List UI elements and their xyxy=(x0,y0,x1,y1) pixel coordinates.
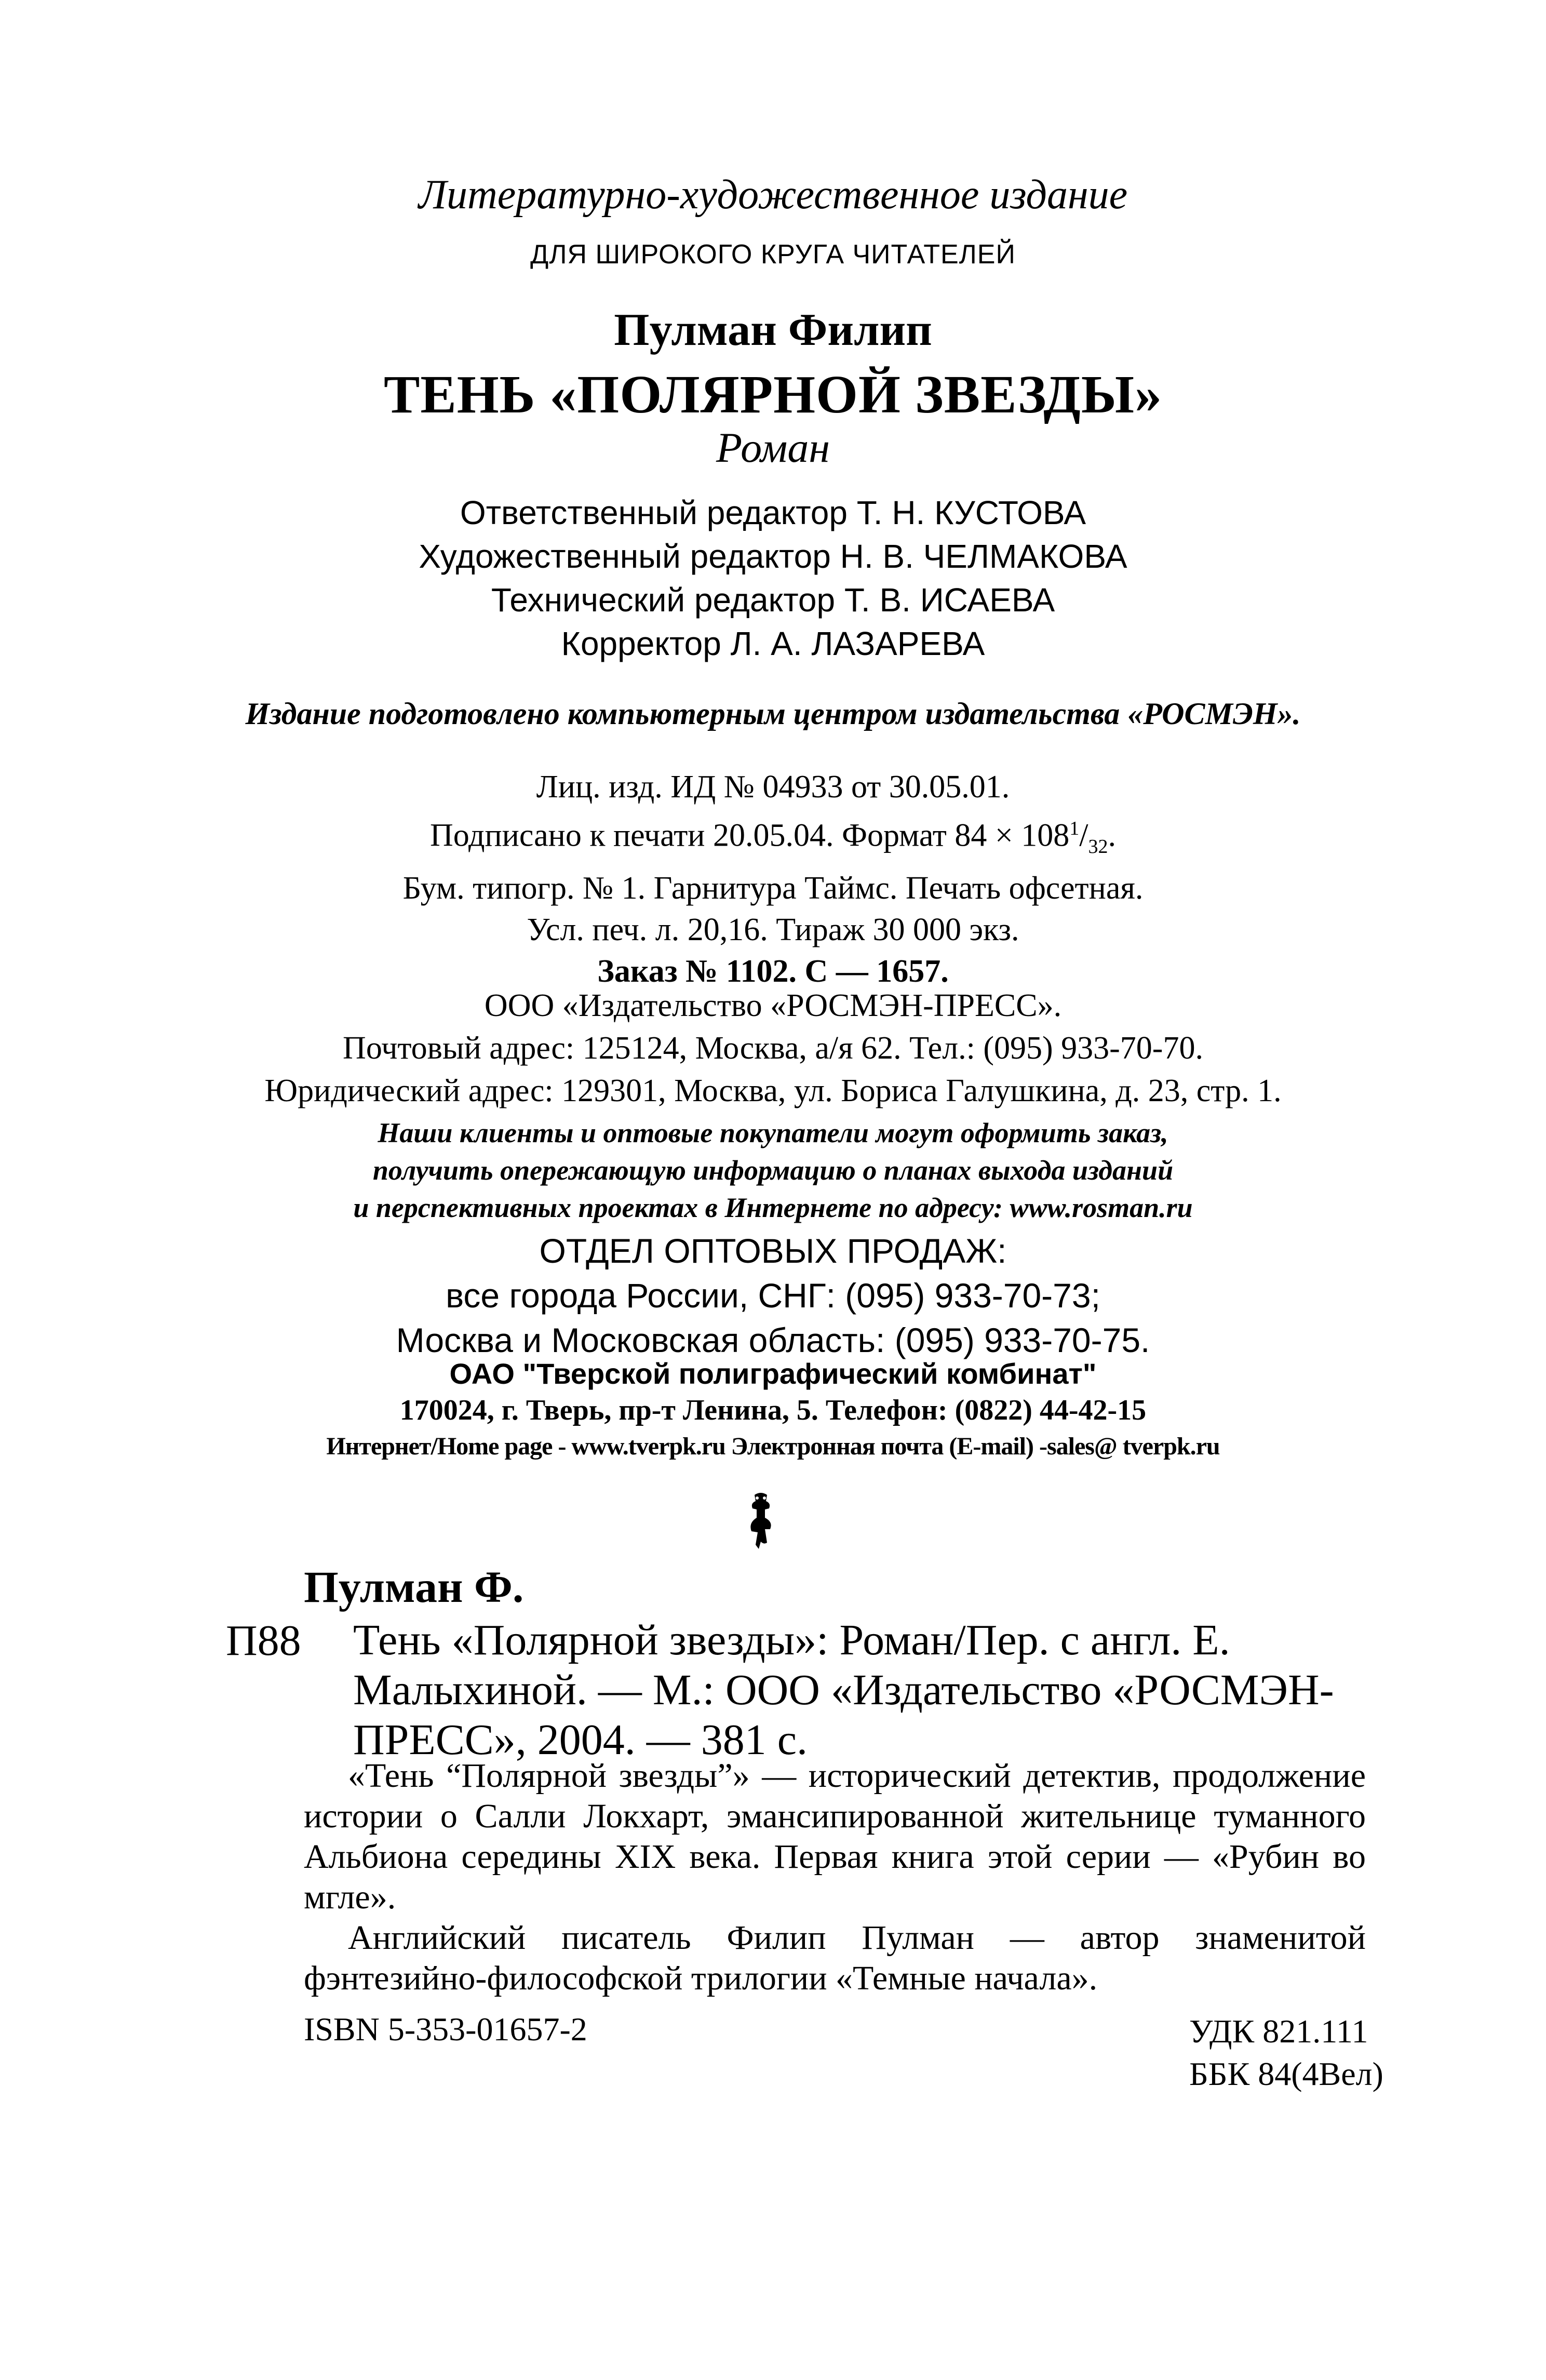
readership-label: ДЛЯ ШИРОКОГО КРУГА ЧИТАТЕЛЕЙ xyxy=(530,239,1016,270)
clients-note xyxy=(0,1114,1546,1226)
printer-name: ОАО "Тверской полиграфический комбинат" xyxy=(449,1357,1097,1390)
format-fraction-denominator: 32 xyxy=(1088,836,1108,858)
printer-address: 170024, г. Тверь, пр-т Ленина, 5. Телефон: (0822) 44-42-15 xyxy=(399,1394,1147,1426)
signed-text: Подписано к печати 20.05.04. Формат 84 × 108 xyxy=(429,818,1070,853)
staff-list xyxy=(0,491,1546,665)
printer-web: Интернет/Home page - www.tverpk.ru Электронная почта (E-mail) -sales@ tverpk.ru xyxy=(326,1433,1220,1460)
order-line: Заказ № 1102. С — 1657. xyxy=(597,954,949,990)
printer-block xyxy=(0,1356,1546,1465)
sales-block xyxy=(0,1228,1546,1362)
publisher-logo-icon xyxy=(740,1491,782,1550)
staff-line: Художественный редактор Н. В. ЧЕЛМАКОВА xyxy=(419,538,1127,575)
catalog-author: Пулман Ф. xyxy=(304,1562,524,1612)
sheets-line: Усл. печ. л. 20,16. Тираж 30 000 экз. xyxy=(527,912,1019,948)
sales-heading: ОТДЕЛ ОПТОВЫХ ПРОДАЖ: xyxy=(539,1232,1007,1270)
bbk-code: ББК 84(4Вел) xyxy=(1189,2055,1383,2092)
clients-line: получить опережающую информацию о планах выхода изданий xyxy=(372,1155,1174,1186)
print-info xyxy=(0,766,1546,992)
annotation-paragraph: Английский писатель Филип Пулман — автор знаменитой фэнтезийно-философской трилогии «Темные начала». xyxy=(304,1919,1366,1997)
staff-line: Технический редактор Т. В. ИСАЕВА xyxy=(491,581,1055,619)
signed-suffix: . xyxy=(1108,818,1117,853)
legal-address: Юридический адрес: 129301, Москва, ул. Бориса Галушкина, д. 23, стр. 1. xyxy=(264,1073,1282,1108)
prepared-note: Издание подготовлено компьютерным центром издательства «РОСМЭН». xyxy=(245,697,1301,731)
clients-line: и перспективных проектах в Интернете по адресу: www.rosman.ru xyxy=(353,1192,1193,1223)
book-title: ТЕНЬ «ПОЛЯРНОЙ ЗВЕЗДЫ» xyxy=(384,365,1162,424)
clients-line: Наши клиенты и оптовые покупатели могут оформить заказ, xyxy=(378,1117,1168,1148)
catalog-code: П88 xyxy=(226,1616,301,1665)
license-line: Лиц. изд. ИД № 04933 от 30.05.01. xyxy=(536,769,1010,805)
catalog-description: Тень «Полярной звезды»: Роман/Пер. с англ. Е. Малыхиной. — М.: ООО «Издательство «РОСМЭН-ПРЕСС», 2004. — 381 с. xyxy=(353,1616,1334,1764)
format-fraction-numerator: 1 xyxy=(1069,818,1080,839)
annotation-paragraph: «Тень “Полярной звезды”» — исторический детектив, продолжение истории о Салли Локхарт, эмансипированной жительнице туманного Альбиона середины XIX века. Первая книга этой серии — «Рубин во мгле». xyxy=(304,1757,1366,1916)
staff-line: Корректор Л. А. ЛАЗАРЕВА xyxy=(561,625,985,662)
publisher-block xyxy=(0,984,1546,1112)
publisher-name: ООО «Издательство «РОСМЭН-ПРЕСС». xyxy=(484,988,1062,1023)
udk-code: УДК 821.111 xyxy=(1189,2013,1368,2050)
genre-label: Литературно-художественное издание xyxy=(418,172,1128,218)
postal-address: Почтовый адрес: 125124, Москва, а/я 62. Тел.: (095) 933-70-70. xyxy=(343,1031,1203,1066)
sales-phone: Москва и Московская область: (095) 933-70-75. xyxy=(396,1321,1150,1359)
signed-line: Подписано к печати 20.05.04. Формат $84 \times 108^1/_{32}$. xyxy=(429,818,1117,858)
book-author: Пулман Филип xyxy=(614,305,932,355)
staff-line: Ответственный редактор Т. Н. КУСТОВА xyxy=(460,494,1086,531)
paper-line: Бум. типогр. № 1. Гарнитура Таймс. Печать офсетная. xyxy=(402,871,1144,906)
classification-codes xyxy=(1189,2010,1383,2095)
annotation xyxy=(304,1756,1366,1999)
sales-phone: все города России, СНГ: (095) 933-70-73; xyxy=(446,1276,1100,1315)
isbn: ISBN 5-353-01657-2 xyxy=(304,2011,587,2048)
book-form: Роман xyxy=(716,424,830,471)
